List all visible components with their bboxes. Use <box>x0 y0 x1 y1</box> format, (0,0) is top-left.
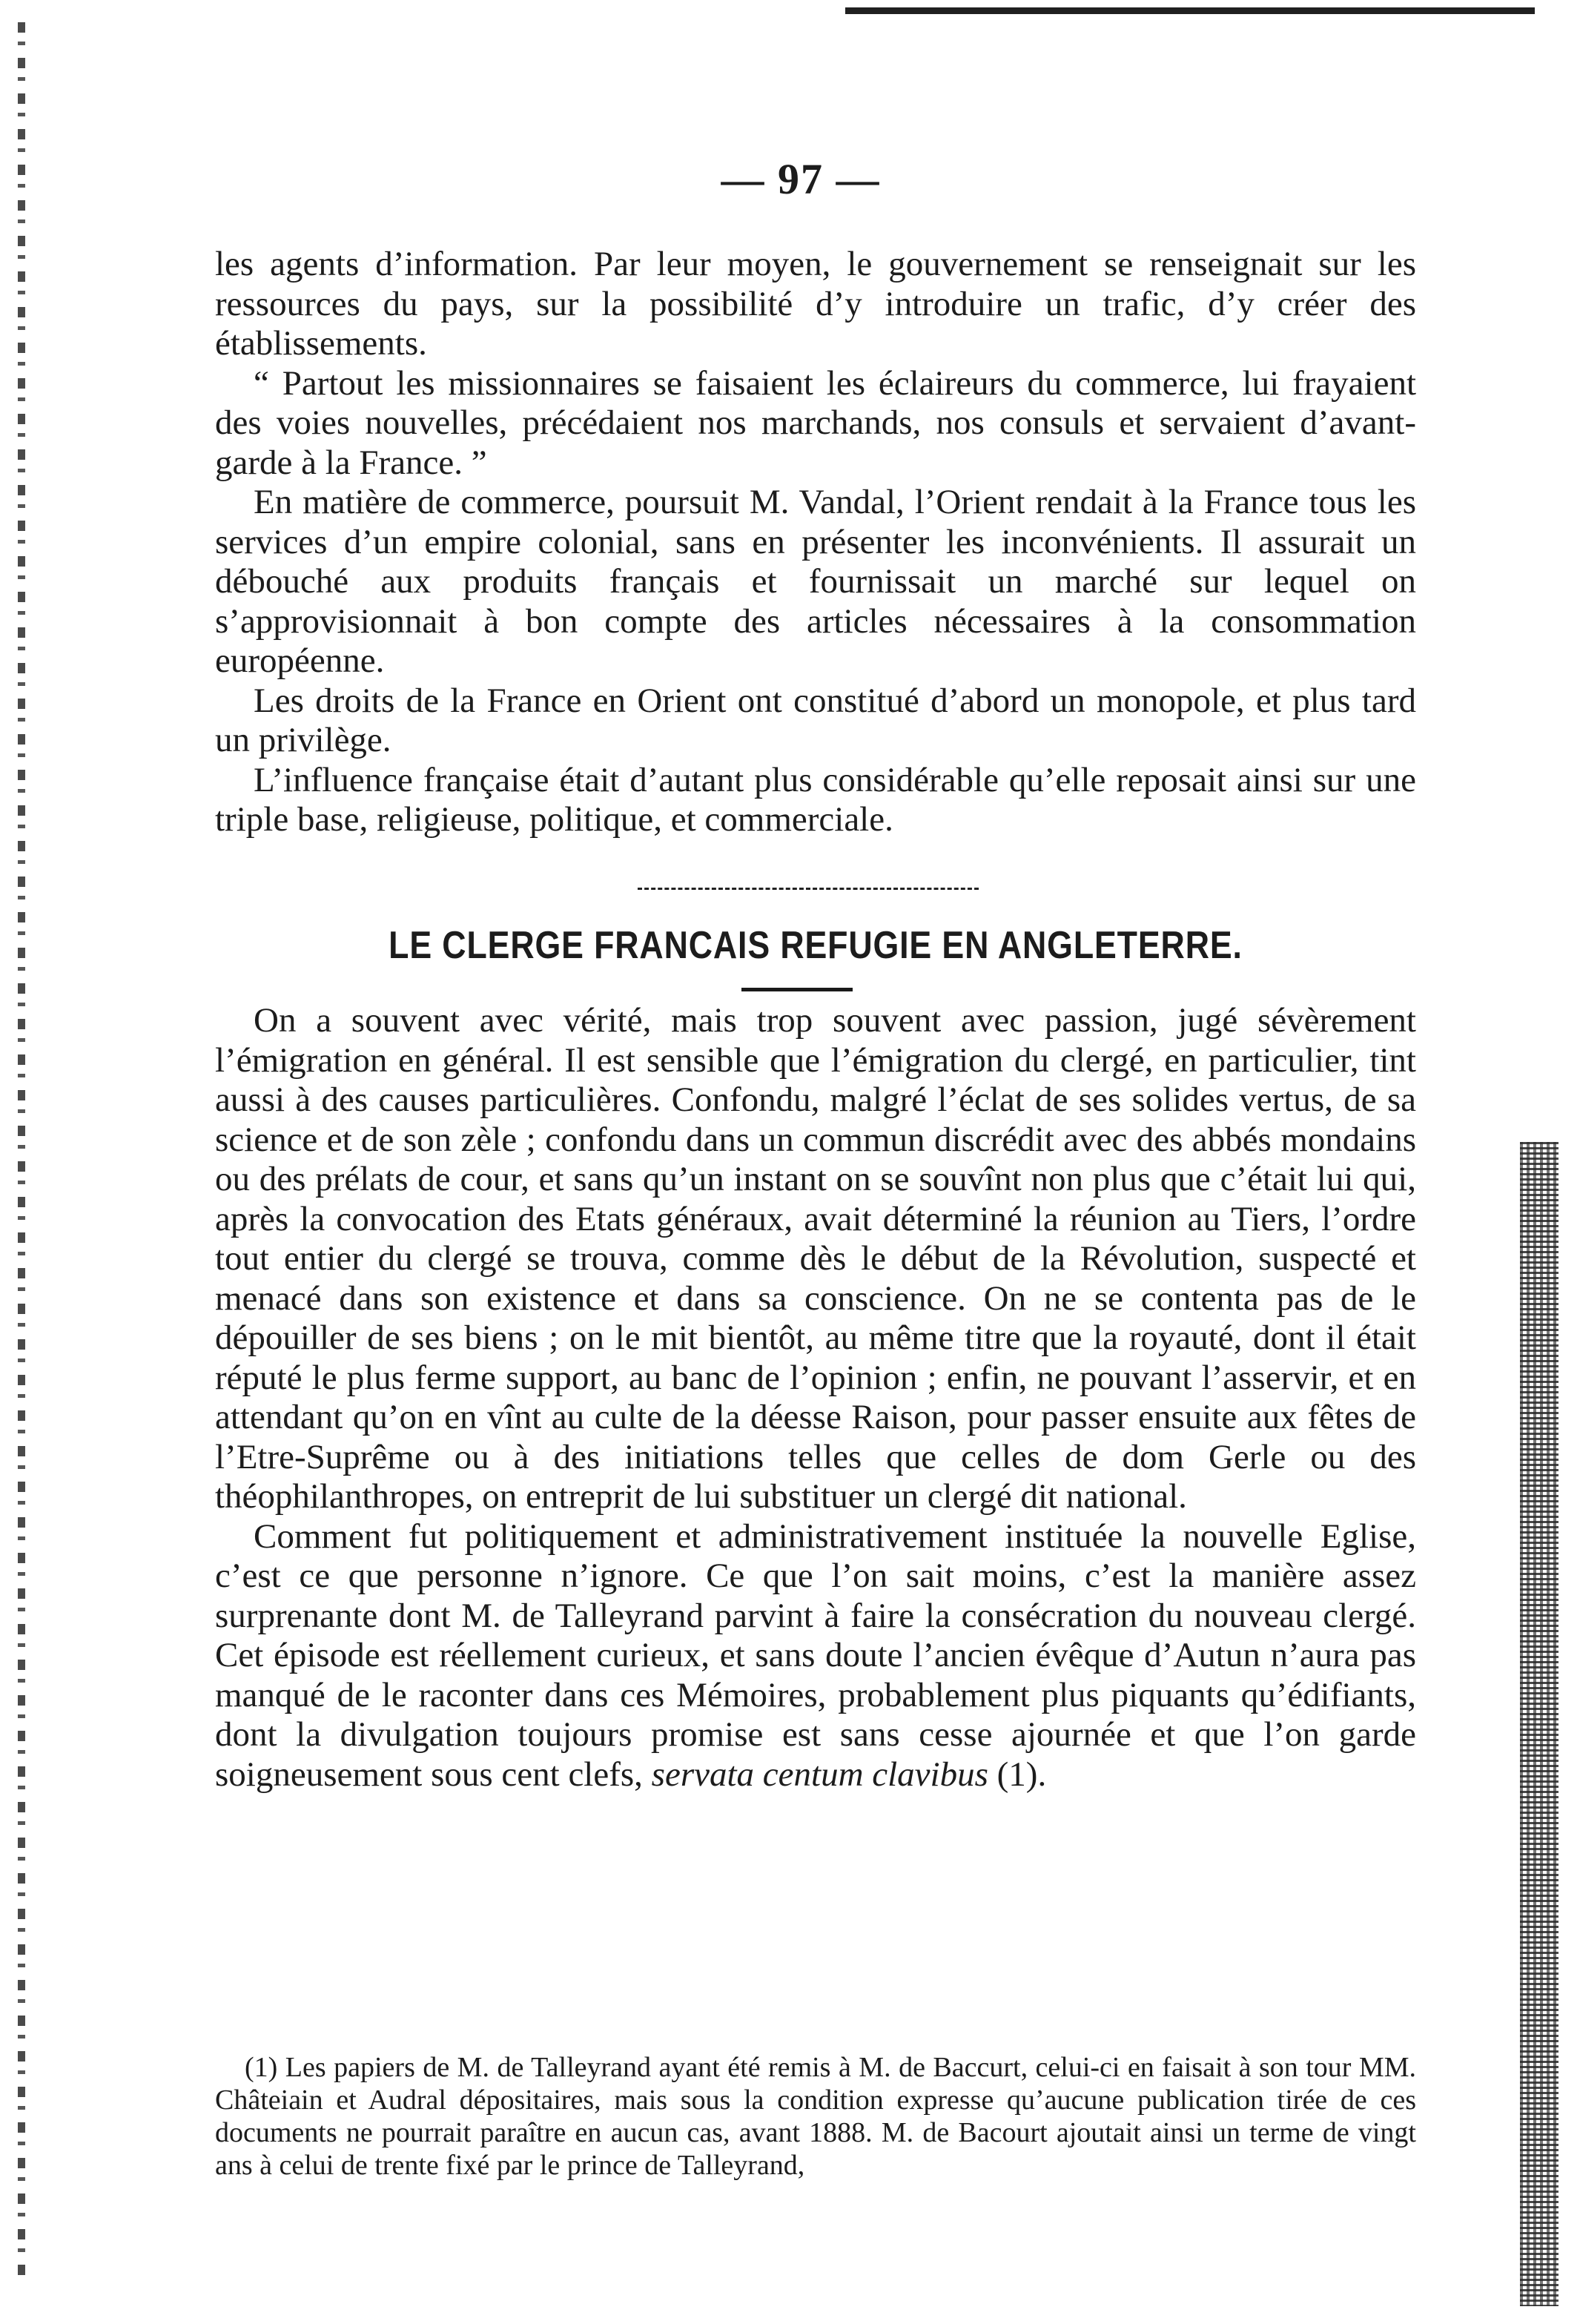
latin-phrase: servata centum clavibus <box>651 1754 988 1794</box>
paragraph: “ Partout les missionnaires se faisaient les éclaireurs du commerce, lui frayaient des voies nouvelles, précédaient nos marchands, nos consuls et servaient d’avant-garde à la France. ” <box>215 363 1416 482</box>
paragraph: les agents d’information. Par leur moyen, le gouvernement se renseignait sur les ressources du pays, sur la possibilité d’y introduire un trafic, d’y créer des établissements. <box>215 245 1416 363</box>
page-number: — 97 — <box>721 155 881 203</box>
scan-edge-right <box>1520 1142 1558 2306</box>
paragraph: Les droits de la France en Orient ont constitué d’abord un monopole, et plus tard un privilège. <box>215 681 1416 759</box>
footnote: (1) Les papiers de M. de Talleyrand ayant été remis à M. de Baccurt, celui-ci en faisait à son tour MM. Châteiain et Audral dépositaires, mais sous la condition expresse qu’aucune publication tirée de ces documents ne pourrait paraître en aucun cas, avant 1888. M. de Bacourt ajoutait ainsi un terme de vingt ans à celui de trente fixé par le prince de Talleyrand, <box>215 2052 1416 2181</box>
paragraph-text: Comment fut politiquement et administrativement instituée la nouvelle Eglise, c’est ce que personne n’ignore. Ce que l’on sait moins, c’est la manière assez surprenante dont M. de Talleyrand parvint à faire la consécration du nouveau clergé. Cet épisode est réellement curieux, et sans doute l’ancien évêque d’Autun n’aura pas manqué de le raconter dans ces Mémoires, probablement plus piquants qu’édifiants, dont la divulgation toujours promise est sans cesse ajournée et que l’on garde soigneusement sous cent clefs, <box>215 1516 1416 1794</box>
paragraph: L’influence française était d’autant plus considérable qu’elle reposait ainsi sur une triple base, religieuse, politique, et commerciale. <box>215 760 1416 839</box>
paragraph <box>215 1517 1416 1795</box>
paragraph: En matière de commerce, poursuit M. Vandal, l’Orient rendait à la France tous les services d’un empire colonial, sans en présenter les inconvénients. Il assurait un débouché aux produits français et fournissait un marché sur lequel on s’approvisionnait à bon compte des articles nécessaires à la consommation européenne. <box>215 483 1416 680</box>
scan-edge-top <box>845 7 1535 14</box>
section-text <box>215 1001 1416 1795</box>
paragraph: On a souvent avec vérité, mais trop souvent avec passion, jugé sévèrement l’émigration en général. Il est sensible que l’émigration du clergé, en particulier, tint aussi à des causes particulières. Confondu, malgré l’éclat de ses solides vertus, de sa science et de son zèle ; confondu dans un commun discrédit avec des abbés mondains ou des prélats de cour, et sans qu’un instant on se souvînt non plus que c’était lui qui, après la convocation des Etats généraux, avait déterminé la réunion au Tiers, l’ordre tout entier du clergé se trouva, comme dès le début de la Révolution, suspecté et menacé dans son existence et dans sa conscience. On ne se contenta pas de le dépouiller de ses biens ; on le mit bientôt, au même titre que la royauté, dont il était réputé le plus ferme support, au banc de l’opinion ; enfin, ne pouvant l’asservir, et en attendant qu’on en vînt au culte de la déesse Raison, pour passer ensuite aux fêtes de l’Etre-Suprême ou à des initiations telles que celles de dom Gerle ou des théophilanthropes, on entreprit de lui substituer un clergé dit national. <box>215 1001 1416 1516</box>
footnote-ref: (1). <box>996 1754 1047 1794</box>
scan-edge-left <box>18 22 25 2277</box>
section-separator <box>638 888 979 890</box>
intro-text <box>215 245 1416 840</box>
section-title: LE CLERGE FRANCAIS REFUGIE EN ANGLETERRE. <box>389 924 1243 967</box>
title-underline <box>741 988 853 991</box>
